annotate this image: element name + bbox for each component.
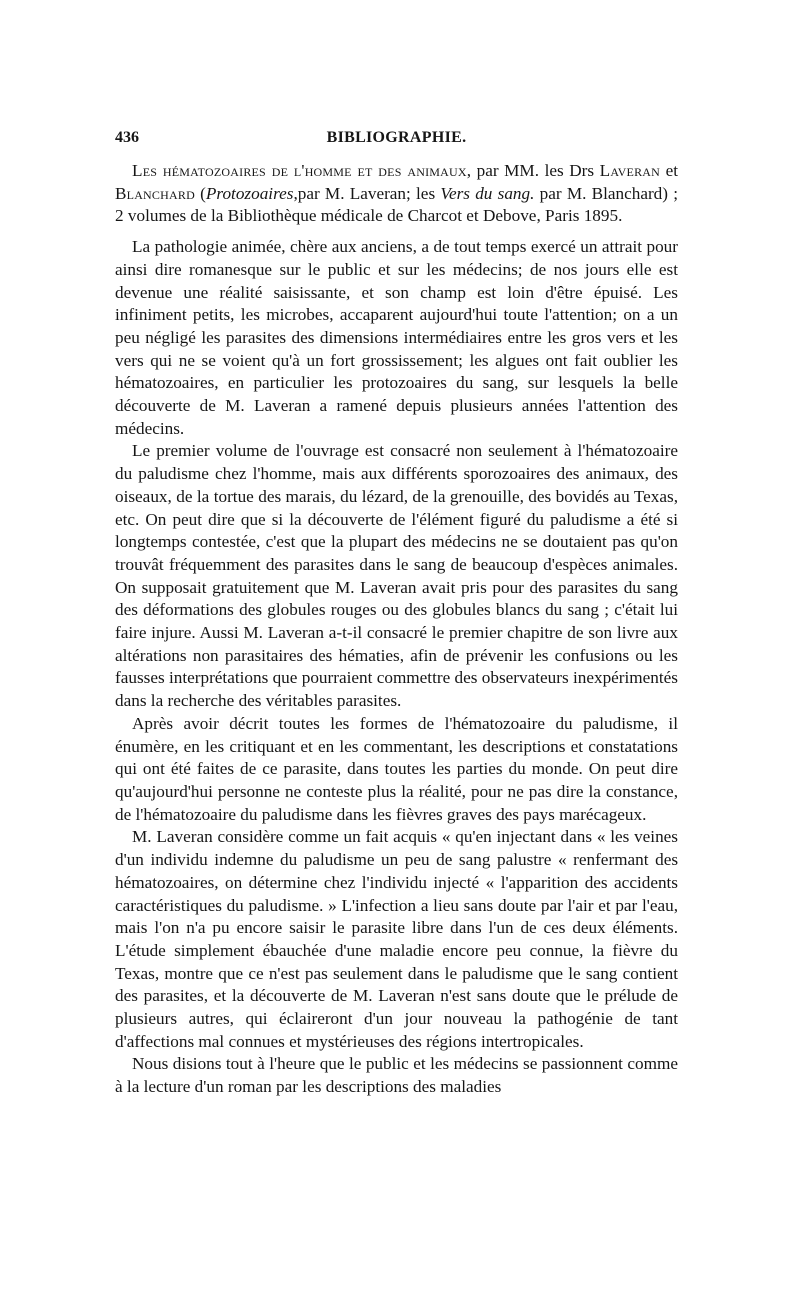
author-laveran: Laveran [599,161,661,180]
quote-intro: M. Laveran considère comme un fait acquis « qu'en injectant dans [132,827,593,847]
entry-text: et [660,161,678,180]
volume-title-protozoaires: Protozoaires [205,183,294,203]
book-title: Les hématozoaires de l'homme et des animaux [132,161,467,180]
paragraph-text: L'infection a lieu sans doute par l'air et par l'eau, mais l'on n'a pu encore saisir le parasite libre dans l'un de ces deux éléments. L'étude simplement ébauchée d'une maladie encore peu connue, la fièvre du Texas, montre que ce n'est pas seulement dans le paludisme que le sang contient des parasites, et la découverte de M. Laveran n'est sans doute que le prélude de plusieurs autres, qui éclaireront d'un jour nouveau la pathogénie de tant d'affections mal connues et mystérieuses des régions intertropicales. [115,895,678,1051]
quote-line: « renfermant des hématozoaires, on détermine chez l'individu injecté [115,850,679,892]
entry-text: ,par M. Laveran; les [293,183,441,203]
quote-line: « l'apparition des accidents caractéristiques du paludisme. » [115,872,678,915]
entry-text: par M. Blanchard) ; 2 volumes de la Bibliothèque médicale de Charcot et Debove, Paris 1895. [115,183,678,226]
paragraph: Nous disions tout à l'heure que le public et les médecins se passionnent comme à la lecture d'un roman par les descriptions des maladies [115,1054,678,1097]
paragraph: La pathologie animée, chère aux anciens, a de tout temps exercé un attrait pour ainsi dire romanesque sur le public et sur les médecins; de nos jours elle est devenue une réalité saisissante, et son champ est loin d'être épuisé. Les infiniment petits, les microbes, accaparent aujourd'hui toute l'attention; on a un peu négligé les parasites des dimensions intermédiaires entre les gros vers et les vers qui ne se voient qu'à un fort grossissement; les algues ont fait oublier les hématozoaires, en particulier les protozoaires du sang, sur lesquels la belle découverte de M. Laveran a ramené depuis plusieurs années l'attention des médecins. [115,237,678,438]
quote-line: « les veines d'un individu indemne du paludisme un peu de sang palustre [115,827,678,870]
paragraph: Après avoir décrit toutes les formes de l'hématozoaire du paludisme, il énumère, en les critiquant et en les commentant, les descriptions et constatations qui ont été faites de ce parasite, dans toutes les parties du monde. On peut dire qu'aujourd'hui personne ne conteste plus la réalité, pour ne pas dire la constance, de l'hématozoaire du paludisme dans les fièvres graves des pays marécageux. [115,713,678,824]
author-blanchard: Blanchard [115,183,195,203]
bibliography-entry [115,160,678,228]
entry-text: , par MM. les Drs [466,161,600,180]
paragraph-with-quote [115,826,678,1053]
page-number: 436 [115,129,139,146]
entry-text: ( [194,183,206,203]
page-header [115,129,678,153]
body-text [115,160,678,1099]
paragraph: Le premier volume de l'ouvrage est consacré non seulement à l'hématozoaire du paludisme chez l'homme, mais aux différents sporozoaires des animaux, des oiseaux, de la tortue des marais, du lézard, de la grenouille, des bovidés au Texas, etc. On peut dire que si la découverte de l'élément figuré du paludisme a été si longtemps contestée, c'est que la plupart des médecins ne se doutaient pas qu'on trouvât fréquemment des parasites dans le sang de beaucoup d'espèces animales. On supposait gratuitement que M. Laveran avait pris pour des parasites du sang des déformations des globules rouges ou des globules blancs du sang ; c'était lui faire injure. Aussi M. Laveran a-t-il consacré le premier chapitre de son livre aux altérations non parasitaires des hématies, afin de prévenir les confusions ou les fausses interprétations que pourraient commettre des observateurs inexpérimentés dans la recherche des véritables parasites. [115,441,678,711]
running-title: BIBLIOGRAPHIE. [326,129,467,146]
volume-title-vers-du-sang: Vers du sang. [440,183,535,203]
